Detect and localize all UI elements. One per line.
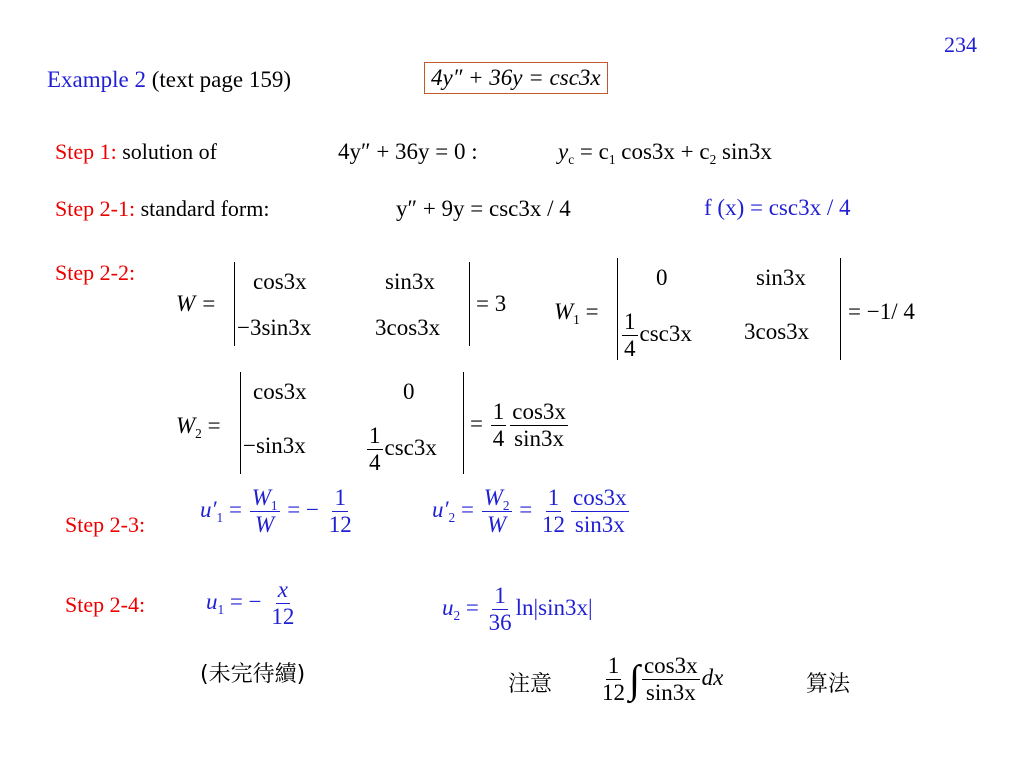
u2p-result-num2: cos3x (571, 486, 629, 512)
u2-frac-num-sub: 2 (502, 497, 510, 513)
page-number: 234 (944, 32, 977, 57)
u2p-result-den1: 12 (542, 512, 566, 538)
homogeneous-equation: 4y″ + 36y = 0 : (338, 139, 478, 164)
w2-result-num1: 1 (491, 400, 507, 426)
w2-a11: cos3x (253, 379, 307, 404)
forcing-function: f (x) = csc3x / 4 (704, 195, 851, 220)
w2-a21: −sin3x (243, 433, 306, 458)
u1-equation (206, 578, 298, 629)
yc-term-c: sin3x (722, 139, 772, 164)
complementary-solution (558, 139, 772, 167)
w1-a21-num: 1 (622, 310, 638, 336)
integral-sign: ∫ (629, 656, 640, 702)
yc-subscript: c (568, 151, 575, 167)
w2-result-den1: 4 (492, 426, 505, 452)
u1p-equals: = (228, 496, 242, 522)
w2-equals: = (207, 413, 221, 438)
integral-expression (598, 654, 723, 705)
u2-symbol: u (442, 594, 454, 620)
c2-subscript: 2 (709, 151, 717, 167)
example-equation-box: 4y″ + 36y = csc3x (424, 62, 608, 94)
u1-frac-num-sub: 1 (270, 497, 278, 513)
w2-result-equals: = (470, 410, 483, 436)
u1-equals: = − (229, 588, 262, 614)
wronskian-symbol: W = (176, 291, 217, 316)
u2-equation (442, 584, 593, 635)
w-a21: −3sin3x (237, 315, 312, 340)
w2-result-den2: sin3x (514, 426, 564, 452)
u1-frac-den: W (255, 512, 275, 538)
u1-symbol: u (206, 588, 218, 614)
u1p-result-den: 12 (328, 512, 352, 538)
w2-subscript: 2 (195, 425, 202, 441)
integral-num: cos3x (642, 654, 700, 680)
w2-symbol: W (176, 413, 196, 438)
step2-1-heading (55, 198, 269, 220)
example-label: Example 2 (47, 67, 146, 92)
w-a22: 3cos3x (375, 315, 441, 340)
w2-result-num2: cos3x (510, 400, 568, 426)
step2-2-label: Step 2-2: (55, 260, 136, 285)
wronskian-label (176, 292, 216, 315)
c1-subscript: 1 (608, 151, 616, 167)
step1-heading (55, 141, 217, 163)
w2-label (176, 413, 221, 441)
u2-equals: = (465, 594, 479, 620)
u2-den: 36 (488, 610, 512, 636)
u1p-result-sign: = − (287, 496, 319, 522)
w2-a22-tail: csc3x (384, 434, 437, 460)
method-label: 算法 (806, 672, 851, 697)
w1-a22: 3cos3x (744, 319, 810, 344)
u1-subscript: 1 (217, 601, 225, 617)
u1-den: 12 (271, 604, 295, 630)
yc-term-a: = c (579, 139, 609, 164)
step2-1-text: standard form: (140, 196, 270, 221)
example-heading (47, 68, 291, 91)
step2-4-label: Step 2-4: (65, 592, 146, 617)
example-note: (text page 159) (151, 67, 291, 92)
w1-equals: = (585, 299, 599, 324)
u2p-equals: = (460, 496, 474, 522)
integral-coef-den: 12 (602, 680, 625, 706)
u2p-subscript: 2 (448, 509, 456, 525)
integral-den: sin3x (645, 680, 696, 706)
w2-a22-num: 1 (367, 424, 383, 450)
u1p-result-num: 1 (332, 486, 348, 512)
continued-note: (未完待續) (200, 662, 306, 687)
u2-prime-equation (432, 486, 631, 537)
u2p-result-num1: 1 (546, 486, 562, 512)
step2-1-label: Step 2-1: (55, 196, 136, 221)
w2-a12: 0 (403, 379, 415, 404)
step1-text: solution of (122, 139, 217, 164)
wronskian-result: = 3 (476, 291, 507, 316)
yc-symbol: y (558, 139, 569, 164)
w1-result: = −1/ 4 (848, 299, 915, 324)
step1-label: Step 1: (55, 139, 117, 164)
u1-prime-equation (200, 486, 356, 537)
w1-a21 (620, 310, 692, 361)
w1-label (554, 299, 599, 327)
integral-coef-num: 1 (606, 654, 622, 680)
u1p-subscript: 1 (216, 509, 224, 525)
u2-subscript: 2 (453, 607, 461, 623)
w1-a11: 0 (656, 265, 668, 290)
u2p-equals-2: = (519, 496, 533, 522)
w1-subscript: 1 (573, 311, 580, 327)
w1-symbol: W (554, 299, 574, 324)
u2-frac-den: W (487, 512, 507, 538)
w1-determinant (617, 258, 841, 360)
w2-result (470, 400, 570, 451)
w-a12: sin3x (385, 269, 435, 294)
u2-num: 1 (492, 584, 508, 610)
yc-term-b: cos3x + c (621, 139, 710, 164)
u2p-symbol: u′ (432, 496, 449, 522)
w-a11: cos3x (253, 269, 307, 294)
integral-dx: dx (701, 664, 724, 690)
u2p-result-den2: sin3x (574, 512, 625, 538)
u1-frac-num: W (251, 485, 271, 510)
w2-a22 (365, 424, 437, 475)
w2-determinant (240, 372, 464, 474)
u2-frac-num: W (483, 485, 503, 510)
standard-form-equation: y″ + 9y = csc3x / 4 (396, 196, 571, 221)
w2-a22-den: 4 (369, 450, 381, 476)
u1p-symbol: u′ (200, 496, 217, 522)
w1-a12: sin3x (756, 265, 806, 290)
wronskian-determinant (234, 262, 470, 346)
note-label: 注意 (508, 672, 553, 697)
step2-3-label: Step 2-3: (65, 512, 146, 537)
u2-tail: ln|sin3x| (515, 594, 593, 620)
w1-a21-tail: csc3x (639, 320, 692, 346)
u1-num: x (276, 578, 290, 604)
w1-a21-den: 4 (624, 336, 636, 362)
